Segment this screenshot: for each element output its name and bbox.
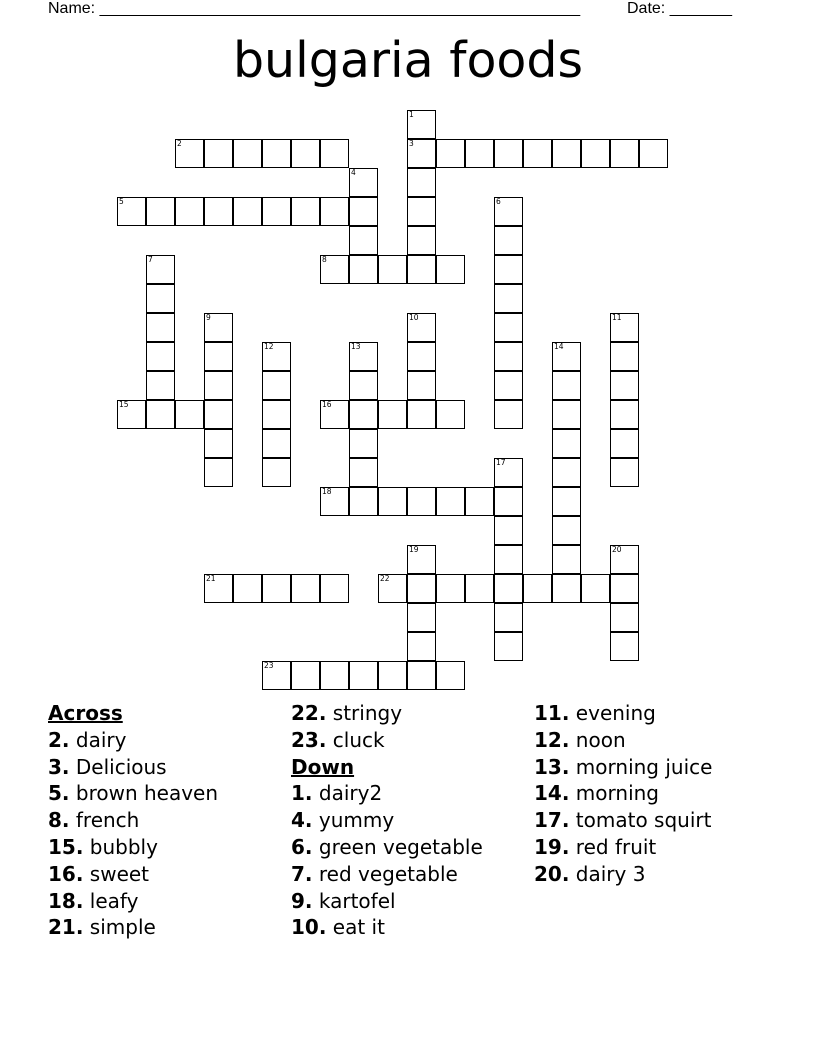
grid-cell (175, 139, 204, 168)
grid-cell (320, 255, 349, 284)
grid-cell (262, 661, 291, 690)
grid-cell (494, 226, 523, 255)
grid-cell (494, 313, 523, 342)
grid-cell (407, 603, 436, 632)
grid-cell (349, 400, 378, 429)
grid-cell (262, 400, 291, 429)
clue-number-label: 4 (351, 168, 356, 177)
clue-number-label: 14 (554, 342, 564, 351)
grid-cell (349, 487, 378, 516)
clue-down-17: 17. tomato squirt (534, 808, 712, 833)
grid-cell (436, 574, 465, 603)
grid-cell (610, 139, 639, 168)
grid-cell (349, 342, 378, 371)
grid-cell (262, 458, 291, 487)
grid-cell (320, 400, 349, 429)
grid-cell (552, 429, 581, 458)
clue-number-label: 5 (119, 197, 124, 206)
grid-cell (465, 139, 494, 168)
grid-cell (349, 661, 378, 690)
grid-cell (407, 226, 436, 255)
grid-cell (407, 139, 436, 168)
grid-cell (494, 284, 523, 313)
grid-cell (204, 197, 233, 226)
clue-across-8: 8. french (48, 808, 140, 833)
grid-cell (494, 139, 523, 168)
clue-across-21: 21. simple (48, 915, 156, 940)
grid-cell (262, 429, 291, 458)
grid-cell (320, 661, 349, 690)
grid-cell (349, 197, 378, 226)
grid-cell (204, 371, 233, 400)
grid-cell (349, 255, 378, 284)
grid-cell (407, 661, 436, 690)
grid-cell (436, 139, 465, 168)
grid-cell (349, 429, 378, 458)
grid-cell (349, 458, 378, 487)
grid-cell (639, 139, 668, 168)
clue-number-label: 20 (612, 545, 622, 554)
grid-cell (610, 371, 639, 400)
grid-cell (610, 429, 639, 458)
grid-cell (436, 400, 465, 429)
clue-across-15: 15. bubbly (48, 834, 158, 859)
grid-cell (552, 516, 581, 545)
clue-down-6: 6. green vegetable (291, 834, 483, 859)
grid-cell (407, 400, 436, 429)
grid-cell (494, 255, 523, 284)
clue-number-label: 15 (119, 400, 129, 409)
page-title: bulgaria foods (232, 32, 584, 89)
clue-down-12: 12. noon (534, 727, 626, 752)
grid-cell (494, 458, 523, 487)
grid-cell (407, 255, 436, 284)
clue-across-18: 18. leafy (48, 888, 139, 913)
grid-cell (610, 632, 639, 661)
clue-number-label: 11 (612, 313, 622, 322)
grid-cell (407, 632, 436, 661)
grid-cell (378, 661, 407, 690)
clue-down-10: 10. eat it (291, 915, 385, 940)
clue-number-label: 18 (322, 487, 332, 496)
grid-cell (146, 400, 175, 429)
clue-number-label: 13 (351, 342, 361, 351)
grid-cell (552, 400, 581, 429)
grid-cell (204, 429, 233, 458)
grid-cell (407, 110, 436, 139)
grid-cell (581, 139, 610, 168)
grid-cell (407, 371, 436, 400)
grid-cell (610, 574, 639, 603)
grid-cell (146, 255, 175, 284)
clue-down-9: 9. kartofel (291, 888, 396, 913)
grid-cell (552, 342, 581, 371)
name-field-line: Name: ______________________________________________________ (48, 0, 581, 17)
grid-cell (320, 487, 349, 516)
grid-cell (494, 603, 523, 632)
grid-cell (494, 632, 523, 661)
clue-number-label: 2 (177, 139, 182, 148)
grid-cell (552, 574, 581, 603)
grid-cell (146, 342, 175, 371)
grid-cell (349, 226, 378, 255)
grid-cell (204, 400, 233, 429)
down-heading: Down (291, 754, 355, 779)
grid-cell (349, 371, 378, 400)
grid-cell (581, 574, 610, 603)
grid-cell (262, 197, 291, 226)
clue-across-16: 16. sweet (48, 861, 150, 886)
clue-down-7: 7. red vegetable (291, 861, 458, 886)
clue-number-label: 7 (148, 255, 153, 264)
grid-cell (204, 574, 233, 603)
grid-cell (610, 400, 639, 429)
grid-cell (523, 139, 552, 168)
grid-cell (465, 487, 494, 516)
clue-number-label: 21 (206, 574, 216, 583)
grid-cell (146, 197, 175, 226)
grid-cell (552, 371, 581, 400)
clue-across-2: 2. dairy (48, 727, 127, 752)
grid-cell (233, 139, 262, 168)
clue-down-1: 1. dairy2 (291, 781, 383, 806)
grid-cell (233, 574, 262, 603)
clue-column-2 (291, 700, 483, 941)
across-heading: Across (48, 701, 123, 725)
clue-down-19: 19. red fruit (534, 834, 657, 859)
grid-cell (436, 255, 465, 284)
grid-cell (175, 197, 204, 226)
grid-cell (291, 574, 320, 603)
grid-cell (407, 545, 436, 574)
grid-cell (407, 487, 436, 516)
date-field-line: Date: _______ (627, 0, 732, 17)
grid-cell (291, 139, 320, 168)
grid-cell (407, 168, 436, 197)
grid-cell (552, 487, 581, 516)
grid-cell (262, 139, 291, 168)
grid-cell (146, 371, 175, 400)
clue-across-22: 22. stringy (291, 701, 403, 725)
grid-cell (494, 487, 523, 516)
grid-cell (262, 342, 291, 371)
grid-cell (262, 371, 291, 400)
grid-cell (494, 545, 523, 574)
clue-across-23: 23. cluck (291, 727, 385, 752)
grid-cell (523, 574, 552, 603)
grid-cell (610, 603, 639, 632)
clue-number-label: 1 (409, 110, 414, 119)
grid-cell (494, 400, 523, 429)
grid-cell (349, 168, 378, 197)
grid-cell (436, 487, 465, 516)
clue-number-label: 3 (409, 139, 414, 148)
clue-down-13: 13. morning juice (534, 754, 713, 779)
grid-cell (204, 458, 233, 487)
clue-number-label: 23 (264, 661, 274, 670)
grid-cell (494, 342, 523, 371)
grid-cell (378, 255, 407, 284)
grid-cell (204, 342, 233, 371)
clue-number-label: 10 (409, 313, 419, 322)
grid-cell (407, 574, 436, 603)
clue-number-label: 16 (322, 400, 332, 409)
grid-cell (146, 284, 175, 313)
grid-cell (378, 574, 407, 603)
clue-down-20: 20. dairy 3 (534, 861, 646, 886)
clue-down-4: 4. yummy (291, 808, 395, 833)
clue-across-3: 3. Delicious (48, 754, 167, 779)
grid-cell (262, 574, 291, 603)
grid-cell (494, 371, 523, 400)
grid-cell (610, 545, 639, 574)
grid-cell (552, 139, 581, 168)
grid-cell (378, 400, 407, 429)
grid-cell (233, 197, 262, 226)
clue-number-label: 6 (496, 197, 501, 206)
clue-down-14: 14. morning (534, 781, 659, 806)
grid-cell (291, 197, 320, 226)
grid-cell (378, 487, 407, 516)
grid-cell (146, 313, 175, 342)
grid-cell (610, 313, 639, 342)
grid-cell (494, 574, 523, 603)
grid-cell (320, 197, 349, 226)
clue-number-label: 17 (496, 458, 506, 467)
grid-cell (610, 458, 639, 487)
grid-cell (494, 197, 523, 226)
grid-cell (436, 661, 465, 690)
grid-cell (175, 400, 204, 429)
clue-number-label: 8 (322, 255, 327, 264)
grid-cell (320, 139, 349, 168)
grid-cell (407, 313, 436, 342)
grid-cell (552, 458, 581, 487)
clue-number-label: 22 (380, 574, 390, 583)
grid-cell (407, 342, 436, 371)
clue-column-3 (534, 700, 712, 888)
clue-number-label: 12 (264, 342, 274, 351)
grid-cell (291, 661, 320, 690)
grid-cell (320, 574, 349, 603)
grid-cell (407, 197, 436, 226)
clue-column-1 (48, 700, 218, 941)
grid-cell (552, 545, 581, 574)
clue-number-label: 9 (206, 313, 211, 322)
grid-cell (204, 139, 233, 168)
grid-cell (465, 574, 494, 603)
grid-cell (610, 342, 639, 371)
grid-cell (117, 197, 146, 226)
grid-cell (117, 400, 146, 429)
grid-cell (204, 313, 233, 342)
clue-down-11: 11. evening (534, 701, 656, 725)
clue-across-5: 5. brown heaven (48, 781, 219, 806)
grid-cell (494, 516, 523, 545)
clue-number-label: 19 (409, 545, 419, 554)
